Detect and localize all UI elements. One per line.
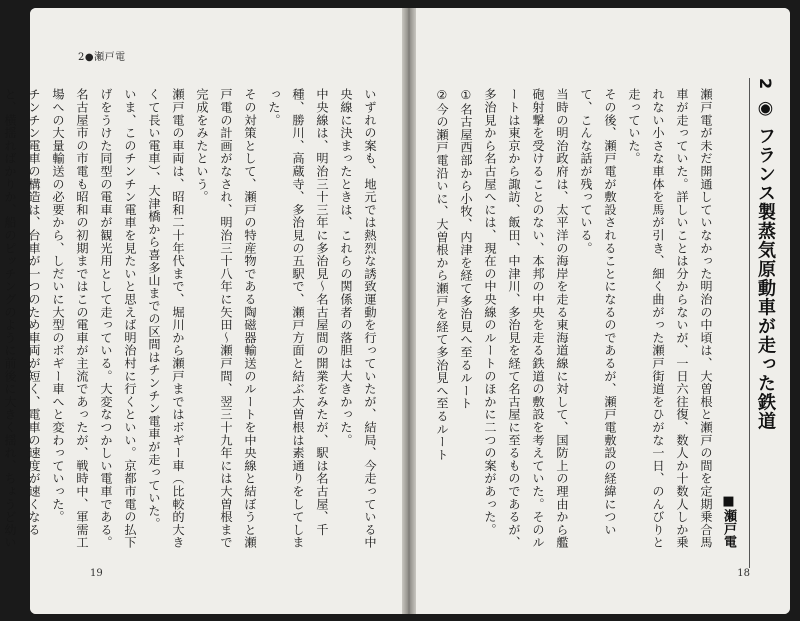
right-page-number: 18 xyxy=(737,568,750,579)
right-page-body: 瀬戸電が未だ開通していなかった明治の中頃は、大曽根と瀬戸の間を定期乗合馬車が走っていた。詳しいことは分からないが、一日六往復、数人か十数人しか乗れない小さな車体を馬が引き、細く曲がった瀬戸街道をひがな一日、のんびりと走っていた。 その後、瀬戸電が敷設されることになるのであるが、瀬戸電敷設の経緯について、こんな話が残っている。 当時の明治政府は、太平洋の海岸を走る東海道線に対して、国防上の理由から艦砲射撃を受けることのない、本邦の中央を走る鉄道の敷設を考えていた。そのルートは東京から諏訪、飯田、中津川、多治見を経て名古屋に至るものであるが、多治見から名古屋へには、現在の中央線のルートのほかに二つの案があった。 ①名古屋西部から小牧、内津を経て多治見へ至るルート ②今の瀬戸電沿いに、大曽根から瀬戸を経て多治見へ至るルート xyxy=(435,88,713,549)
chapter-number: 2 xyxy=(756,78,775,91)
title-divider xyxy=(749,78,750,568)
left-page-number: 19 xyxy=(90,568,103,579)
chapter-marker-icon: ◉ xyxy=(755,97,776,120)
running-head: 2●瀬戸電 xyxy=(78,52,126,63)
left-page-body: いずれの案も、地元では熱烈な誘致運動を行っていたが、結局、今走っている中央線に決まったときは、これらの関係者の落胆は大きかった。 中央線は、明治三十三年に多治見～名古屋間の開業をみたが、駅は名古屋、千種、勝川、高蔵寺、多治見の五駅で、瀬戸方面と結ぶ大曽根は素通りをしてしまった。 その対策として、瀬戸の特産物である陶磁器輸送のルートを中央線と結ぼうと瀬戸電の計画がなされ、明治三十八年に矢田～瀬戸間、翌三十九年には大曽根まで完成をみたという。 瀬戸電の車両は、昭和二十年代まで、堀川から瀬戸まではボギー車（比較的大きくて長い電車）、大津橋から喜多山までの区間はチンチン電車が走っていた。 いま、このチンチン電車を見たいと思えば明治村に行くといい。京都市電の払下げをうけた同型の電車が観光用として走っている。大変なつかしい電車である。名古屋市の市電も昭和の初期まではこの電車が主流であったが、戦時中、軍需工場への大量輸送の必要から、しだいに大型のボギー車へと変わっていった。 チンチン電車の構造は、台車が一つのため車両が短く、電車の速度が速くなると、横揺ればかりか、船のピッチングのように前後に大きく揺れ、ちょうど幼い xyxy=(3,88,377,549)
right-page xyxy=(416,8,790,614)
section-label: ■瀬戸電 xyxy=(721,494,736,548)
book-spread xyxy=(3,8,790,614)
chapter-title-text: フランス製蒸気原動車が走った鉄道 xyxy=(755,126,776,431)
chapter-title xyxy=(738,78,778,518)
left-page xyxy=(3,8,402,614)
book-gutter xyxy=(402,8,416,614)
